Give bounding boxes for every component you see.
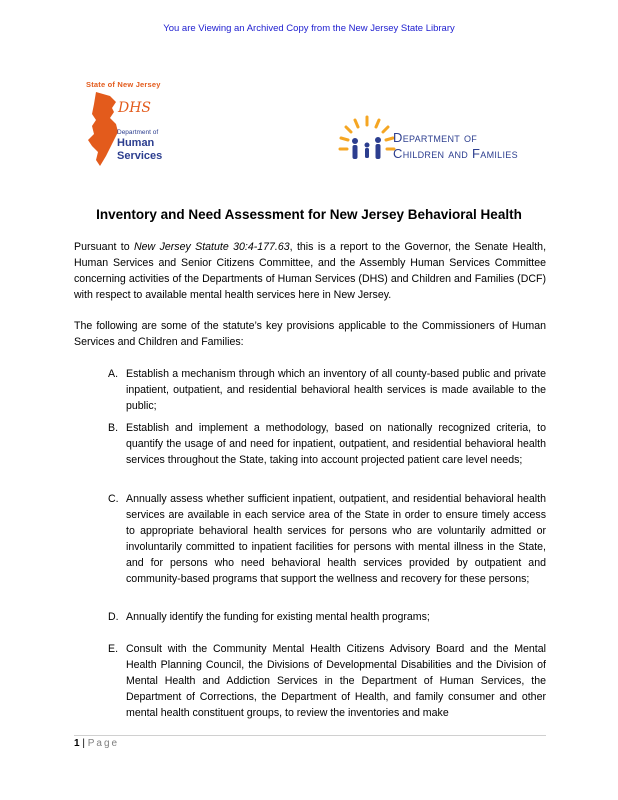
dcf-logo	[338, 114, 548, 174]
dhs-logo	[86, 80, 176, 170]
intro-prefix: Pursuant to	[74, 241, 134, 253]
provision-text: Annually assess whether sufficient inpatient, outpatient, and residential behavioral health services are available in each service area of the State in order to ensure timely access to appropriate behavioral health services for persons who are voluntarily admitted or involuntarily committed to inpatient facilities for persons with mental illness in the State, and for persons who need behavioral health services provided by outpatient and community-based programs that support the wellness and recovery for these persons;	[126, 493, 546, 585]
dcf-line2: Children and Families	[393, 146, 518, 161]
dhs-name-line1: Human	[117, 137, 155, 149]
provision-item	[108, 609, 546, 625]
provision-text: Annually identify the funding for existing mental health programs;	[126, 611, 430, 623]
dhs-state-text: State of New Jersey	[86, 80, 161, 89]
statute-reference: New Jersey Statute 30:4-177.63	[134, 241, 290, 253]
provision-item	[108, 366, 546, 414]
provision-item	[108, 641, 546, 721]
page-number: 1	[74, 738, 80, 749]
provision-text: Establish and implement a methodology, based on nationally recognized criteria, to quantify the usage of and need for inpatient, outpatient, and residential behavioral health services throughout the State, taking into account projected patient care level needs;	[126, 422, 546, 466]
provision-label: C.	[108, 493, 119, 505]
footer-divider	[74, 735, 546, 736]
provision-item	[108, 491, 546, 587]
document-title: Inventory and Need Assessment for New Jersey Behavioral Health	[96, 207, 522, 222]
archive-banner[interactable]: You are Viewing an Archived Copy from the New Jersey State Library	[163, 23, 455, 34]
provision-label: B.	[108, 422, 119, 434]
new-jersey-map-icon	[86, 90, 120, 168]
provision-label: E.	[108, 643, 119, 655]
provision-item	[108, 420, 546, 468]
intro-rest: , this is a report to the Governor, the Senate Health, Human Services and Senior Citizens Committee, and the Assembly Human Services Committee concerning activities of the Departments of Human Services (DHS) and Children and Families (DCF) with respect to available mental health services here in New Jersey.	[74, 241, 547, 301]
page-footer	[74, 738, 119, 749]
dhs-name-line2: Services	[117, 150, 163, 162]
provision-text: Consult with the Community Mental Health Citizens Advisory Board and the Mental Health Planning Council, the Divisions of Developmental Disabilities and the Division of Mental Health and Addiction Services in the Department of Human Services, the Department of Corrections, the Department of Health, and family consumer and other mental health constituent groups, to review the inventories and make	[126, 643, 546, 719]
dhs-dept-line: Department of	[117, 129, 159, 136]
sun-family-icon	[338, 114, 396, 170]
provision-label: D.	[108, 611, 119, 623]
dhs-abbr: DHS	[118, 100, 152, 116]
dcf-line1: Department of	[393, 130, 478, 145]
page-word: Page	[87, 738, 120, 749]
footer-separator: |	[82, 738, 85, 749]
provisions-intro: The following are some of the statute’s key provisions applicable to the Commissioners of Human Services and Children and Families:	[74, 320, 546, 348]
provision-text: Establish a mechanism through which an inventory of all county-based public and private inpatient, outpatient, and residential behavioral health services is made available to the public;	[126, 368, 546, 412]
intro-paragraph	[74, 239, 546, 303]
provision-label: A.	[108, 368, 119, 380]
